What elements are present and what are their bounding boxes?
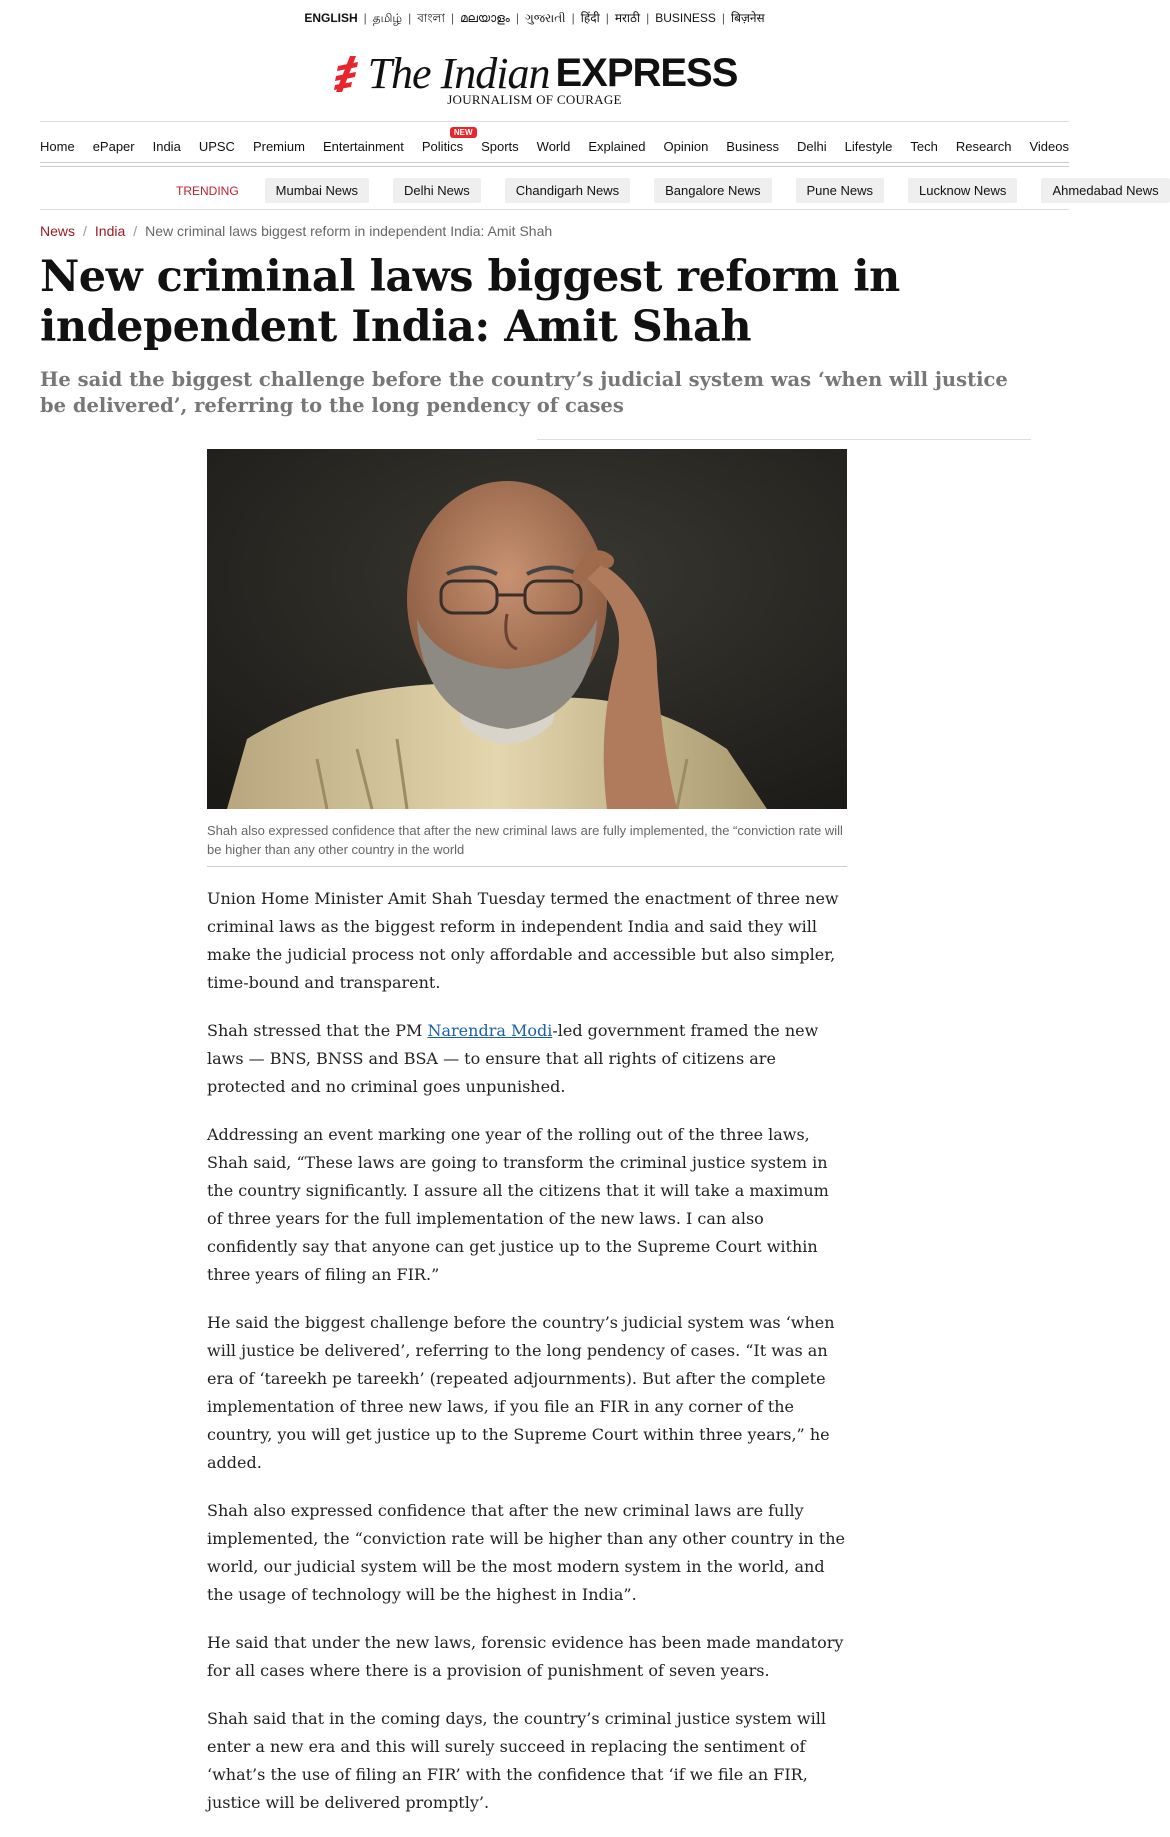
breadcrumb-india[interactable]: India: [94, 223, 126, 239]
trending-bar: [176, 178, 1159, 203]
nav-delhi[interactable]: Delhi: [797, 139, 827, 154]
nav-business[interactable]: Business: [726, 139, 780, 154]
nav-explained[interactable]: Explained: [588, 139, 646, 154]
nav-world[interactable]: World: [536, 139, 571, 154]
nav-research[interactable]: Research: [955, 139, 1012, 154]
nav-entertainment[interactable]: Entertainment: [322, 139, 404, 154]
lang-gujarati[interactable]: ગુજરાતી: [524, 11, 566, 25]
nav-india[interactable]: India: [152, 139, 181, 154]
lang-business-hindi[interactable]: बिज़नेस: [731, 11, 765, 25]
trending-chip-pune[interactable]: Pune News: [796, 178, 884, 203]
lang-tamil[interactable]: தமிழ்: [372, 11, 403, 25]
breadcrumb-news[interactable]: News: [40, 223, 76, 239]
lang-english[interactable]: ENGLISH: [304, 11, 358, 25]
nav-politics-label: Politics: [421, 139, 464, 154]
divider: [40, 162, 1069, 163]
nav-sports[interactable]: Sports: [481, 139, 519, 154]
nav-premium[interactable]: Premium: [252, 139, 305, 154]
nav-tech[interactable]: Tech: [910, 139, 938, 154]
article-paragraph: Shah also expressed confidence that after the new criminal laws are fully implemented, the “conviction rate will be higher than any other country in the world, our judicial system will be the most modern system in the world, and the usage of technology will be the highest in India”.: [207, 1501, 846, 1604]
divider: [40, 121, 1069, 122]
article-headline: New criminal laws biggest reform in independent India: Amit Shah: [40, 252, 900, 352]
paragraph-text: Shah stressed that the PM: [207, 1021, 428, 1040]
article-paragraph: [207, 1017, 847, 1101]
lang-hindi[interactable]: हिंदी: [580, 11, 600, 25]
language-bar: ENGLISH | தமிழ் | বাংলা | മലയാളം | ગુજરાતી | हिंदी | मराठी | BUSINESS | बिज़नेस: [0, 9, 1069, 30]
paragraph-text: -led government framed the new laws — BNS, BNSS and BSA — to ensure that all rights of citizens are protected and no criminal goes unpunished.: [207, 1021, 819, 1096]
nav-lifestyle[interactable]: Lifestyle: [844, 139, 893, 154]
breadcrumb-current: New criminal laws biggest reform in independent India: Amit Shah: [145, 223, 553, 239]
article-paragraph: Addressing an event marking one year of the rolling out of the three laws, Shah said, “These laws are going to transform the criminal justice system in the country significantly. I assure all the citizens that it will take a maximum of three years for the full implementation of the new laws. I can also confidently say that anyone can get justice up to the Supreme Court within three years of filing an FIR.”: [207, 1125, 829, 1284]
trending-chip-mumbai[interactable]: Mumbai News: [265, 178, 369, 203]
logo-flame-icon: [332, 54, 362, 94]
breadcrumb-separator: /: [133, 223, 138, 239]
lead-image: [207, 449, 847, 809]
divider: [40, 209, 1069, 210]
lang-business[interactable]: BUSINESS: [655, 11, 716, 25]
divider: [537, 439, 1031, 440]
main-nav: [40, 128, 1069, 154]
article-paragraph: Shah said that in the coming days, the country’s criminal justice system will enter a new era and this will surely succeed in replacing the sentiment of ‘what’s the use of filing an FIR’ with the confidence that ‘if we file an FIR, justice will be delivered promptly’.: [207, 1709, 826, 1812]
divider: [40, 166, 1069, 167]
trending-chip-bangalore[interactable]: Bangalore News: [654, 178, 771, 203]
article-paragraph: He said the biggest challenge before the country’s judicial system was ‘when will justice be delivered’, referring to the long pendency of cases. “It was an era of ‘tareekh pe tareekh’ (repeated adjournments). But after the complete implementation of three new laws, if you file an FIR in any corner of the country, you will get justice up to the Supreme Court within three years,” he added.: [207, 1313, 835, 1472]
article-paragraph: Union Home Minister Amit Shah Tuesday termed the enactment of three new criminal laws as the biggest reform in independent India and said they will make the judicial process not only affordable and accessible but also simpler, time-bound and transparent.: [207, 889, 839, 992]
lang-malayalam[interactable]: മലയാളം: [460, 11, 510, 25]
divider: [207, 866, 847, 867]
nav-epaper[interactable]: ePaper: [92, 139, 135, 154]
site-tagline: JOURNALISM OF COURAGE: [447, 92, 622, 107]
trending-chip-ahmedabad[interactable]: Ahmedabad News: [1041, 178, 1169, 203]
logo-express: EXPRESS: [555, 51, 738, 95]
breadcrumb-separator: /: [83, 223, 87, 239]
nav-videos[interactable]: Videos: [1029, 139, 1069, 154]
trending-chip-lucknow[interactable]: Lucknow News: [908, 178, 1017, 203]
lang-bangla[interactable]: বাংলা: [417, 11, 445, 25]
nav-opinion[interactable]: Opinion: [663, 139, 709, 154]
new-badge: NEW: [450, 127, 477, 138]
trending-chip-delhi[interactable]: Delhi News: [393, 178, 481, 203]
portrait-photo: [207, 449, 847, 809]
trending-label: TRENDING: [176, 183, 239, 198]
lang-marathi[interactable]: मराठी: [614, 11, 641, 25]
nav-home[interactable]: Home: [40, 139, 75, 154]
narendra-modi-link[interactable]: Narendra Modi: [427, 1021, 553, 1040]
trending-chip-chandigarh[interactable]: Chandigarh News: [505, 178, 630, 203]
breadcrumb: [40, 223, 552, 239]
article-paragraph: He said that under the new laws, forensic evidence has been made mandatory for all cases where there is a provision of punishment of seven years.: [207, 1633, 844, 1680]
nav-upsc[interactable]: UPSC: [198, 139, 235, 154]
article-subheadline: He said the biggest challenge before the country’s judicial system was ‘when will justice be delivered’, referring to the long pendency of cases: [40, 368, 1008, 417]
nav-politics[interactable]: [421, 128, 473, 154]
logo-the-indian: The Indian: [367, 49, 550, 98]
article-body: [207, 885, 847, 1837]
image-caption: Shah also expressed confidence that after the new criminal laws are fully implemented, the “conviction rate will be higher than any other country in the world: [207, 823, 843, 857]
